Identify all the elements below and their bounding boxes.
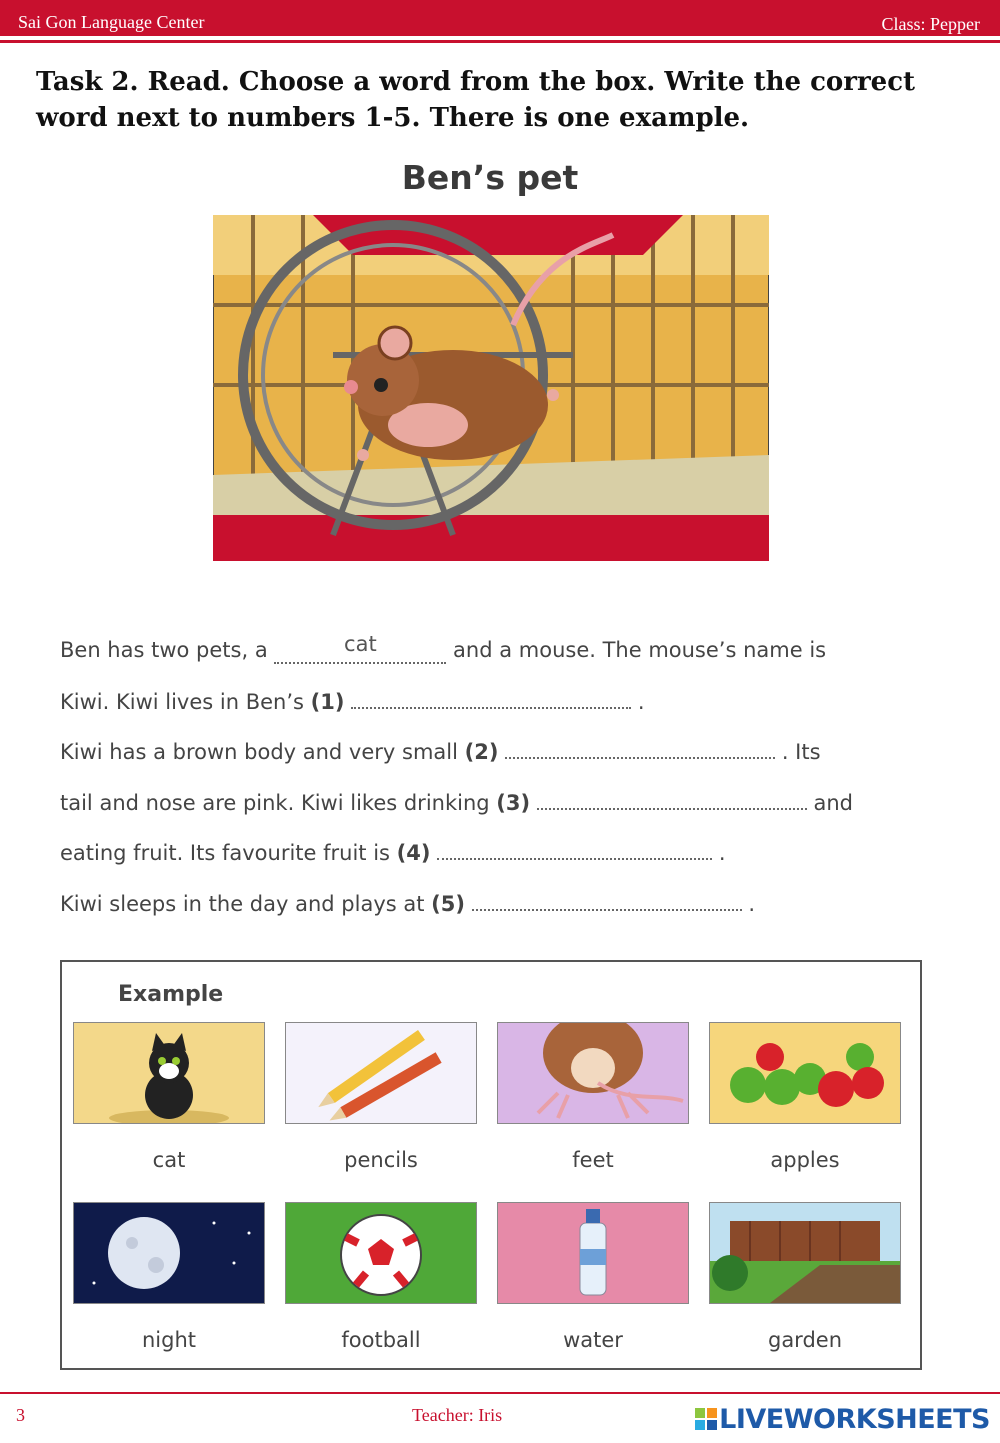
word-label: night xyxy=(141,1328,197,1352)
word-card-apples xyxy=(709,1022,901,1172)
story-line-2 xyxy=(60,689,940,740)
story-text xyxy=(60,632,940,941)
story-line-1 xyxy=(60,632,940,689)
word-label: cat xyxy=(152,1148,186,1172)
blank-number-2: (2) xyxy=(464,740,499,764)
answer-blank-2[interactable] xyxy=(505,739,775,759)
center-name: Sai Gon Language Center xyxy=(18,12,205,32)
class-label: Class: Pepper xyxy=(881,14,980,34)
apples-icon xyxy=(709,1022,901,1124)
header-divider xyxy=(0,40,1000,43)
example-answer: cat xyxy=(344,632,377,656)
story-text-segment: . xyxy=(631,689,645,714)
answer-blank-5[interactable] xyxy=(472,891,742,911)
brand-link[interactable] xyxy=(695,1404,990,1435)
worksheet xyxy=(24,150,956,1380)
story-text-segment: Kiwi sleeps in the day and plays at xyxy=(60,891,432,916)
story-text-segment: tail and nose are pink. Kiwi likes drinking xyxy=(60,790,497,815)
blank-number-5: (5) xyxy=(431,891,465,916)
answer-blank-4[interactable] xyxy=(437,840,712,860)
story-line-4 xyxy=(60,790,940,841)
header-bar xyxy=(0,0,1000,36)
pencils-icon xyxy=(285,1022,477,1124)
answer-blank-1[interactable] xyxy=(351,689,631,709)
answer-blank-3[interactable] xyxy=(537,790,807,810)
word-card-football xyxy=(285,1202,477,1352)
blank-number-4: (4) xyxy=(396,841,431,865)
word-card-pencils xyxy=(285,1022,477,1172)
story-line-5 xyxy=(60,840,940,891)
teacher-label: Teacher: Iris xyxy=(412,1405,503,1425)
blank-number-3: (3) xyxy=(496,790,531,815)
word-label: garden xyxy=(767,1328,843,1352)
example-blank xyxy=(274,632,446,664)
task-instruction: Task 2. Read. Choose a word from the box. Write the correct word next to numbers 1-5. There is one example. xyxy=(36,67,916,133)
word-label: feet xyxy=(572,1148,614,1172)
garden-icon xyxy=(709,1202,901,1304)
brand-name: LIVEWORKSHEETS xyxy=(719,1404,990,1435)
word-label: water xyxy=(563,1328,623,1352)
word-card-night xyxy=(73,1202,265,1352)
water-bottle-icon xyxy=(497,1202,689,1304)
mouse-in-wheel-illustration xyxy=(213,215,769,561)
story-text-segment: Kiwi has a brown body and very small xyxy=(60,740,465,764)
word-card-water xyxy=(497,1202,689,1352)
story-line-3 xyxy=(60,739,940,790)
story-text-segment: . Its xyxy=(775,740,821,764)
page-number: 3 xyxy=(16,1405,25,1425)
moon-icon xyxy=(73,1202,265,1304)
story-text-segment: . xyxy=(712,841,726,865)
example-label: Example xyxy=(118,982,224,1007)
cat-icon xyxy=(73,1022,265,1124)
football-icon xyxy=(285,1202,477,1304)
word-card-feet xyxy=(497,1022,689,1172)
word-box xyxy=(60,960,922,1370)
word-card-garden xyxy=(709,1202,901,1352)
story-text-segment: eating fruit. Its favourite fruit is xyxy=(60,841,397,865)
word-label: pencils xyxy=(344,1148,418,1172)
story-text-segment: and a mouse. The mouse’s name is xyxy=(446,638,827,662)
mouse-feet-icon xyxy=(497,1022,689,1124)
footer-divider xyxy=(0,1392,1000,1394)
word-card-cat xyxy=(73,1022,265,1172)
story-text-segment: Kiwi. Kiwi lives in Ben’s xyxy=(60,689,311,714)
story-text-segment: . xyxy=(741,891,756,916)
blank-number-1: (1) xyxy=(310,689,345,714)
word-label: football xyxy=(341,1328,421,1352)
story-text-segment: and xyxy=(806,790,853,815)
worksheet-title: Ben’s pet xyxy=(401,158,579,197)
story-line-6 xyxy=(60,891,940,942)
liveworksheets-logo-icon xyxy=(695,1408,717,1430)
word-label: apples xyxy=(770,1148,840,1172)
story-text-segment: Ben has two pets, a xyxy=(60,638,275,662)
